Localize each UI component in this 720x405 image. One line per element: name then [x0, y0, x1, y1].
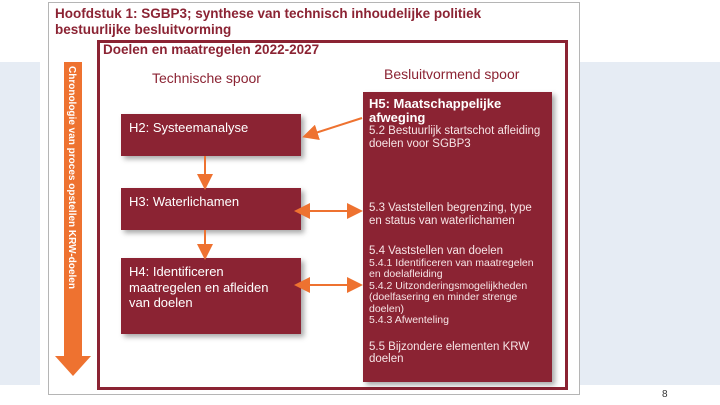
box-h4-label: H4: Identificeren maatregelen en afleiden van doelen [129, 264, 269, 310]
decision-track-heading: Besluitvormend spoor [384, 66, 520, 82]
section-5-2: 5.2 Bestuurlijk startschot afleiding doelen voor SGBP3 [369, 125, 541, 150]
box-h3-label: H3: Waterlichamen [129, 194, 240, 209]
section-5-5: 5.5 Bijzondere elementen KRW doelen [369, 340, 530, 365]
box-h2-label: H2: Systeemanalyse [129, 120, 249, 135]
section-5-4-3: 5.4.3 Afwenteling [369, 314, 449, 326]
section-5-4: 5.4 Vaststellen van doelen [369, 245, 504, 257]
technical-track-heading: Technische spoor [152, 70, 261, 86]
section-5-3: 5.3 Vaststellen begrenzing, type en status van waterlichamen [369, 202, 532, 227]
timeline-label: Chronologie van proces opstellen KRW-doelen [66, 66, 77, 289]
h5-title: H5: Maatschappelijke afweging [369, 96, 502, 125]
section-5-4-1: 5.4.1 Identificeren van maatregelen en doelafleiding [369, 256, 534, 280]
slide-title: Hoofdstuk 1: SGBP3; synthese van technisch inhoudelijke politiek bestuurlijke besluitvorming [55, 6, 482, 37]
arrow-h5-to-h2 [306, 118, 362, 136]
page-number: 8 [662, 389, 668, 400]
panel-title: Doelen en maatregelen 2022-2027 [103, 42, 320, 57]
section-5-4-2: 5.4.2 Uitzonderingsmogelijkheden (doelfasering en minder strenge doelen) [369, 279, 528, 315]
